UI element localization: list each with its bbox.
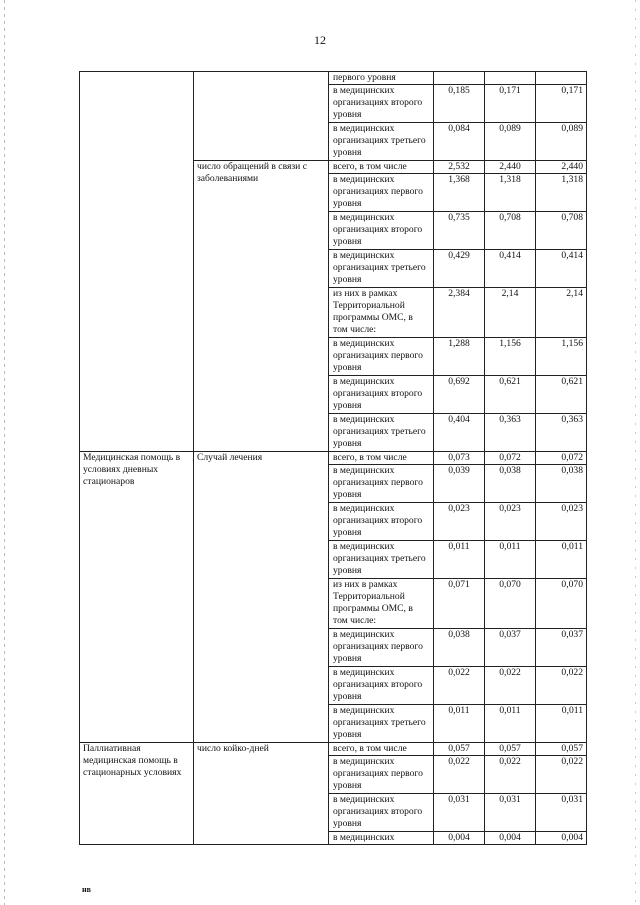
value-cell-3: 1,156 — [536, 338, 587, 376]
breakdown-cell: в медицинских организациях третьего уровня — [329, 541, 434, 579]
value-cell-1: 0,404 — [434, 414, 485, 452]
value-cell-1: 0,023 — [434, 503, 485, 541]
value-cell-3: 0,022 — [536, 756, 587, 794]
value-cell-2: 0,011 — [485, 541, 536, 579]
value-cell-3: 0,037 — [536, 629, 587, 667]
breakdown-cell: всего, в том числе — [329, 452, 434, 465]
value-cell-1: 0,022 — [434, 667, 485, 705]
value-cell-3: 2,440 — [536, 161, 587, 174]
value-cell-3: 0,363 — [536, 414, 587, 452]
value-cell-1: 0,031 — [434, 794, 485, 832]
value-cell-3: 0,031 — [536, 794, 587, 832]
value-cell-1: 0,022 — [434, 756, 485, 794]
value-cell-2: 1,318 — [485, 174, 536, 212]
volume-table — [79, 71, 587, 845]
value-cell-1: 0,011 — [434, 541, 485, 579]
value-cell-1 — [434, 72, 485, 85]
value-cell-1: 0,011 — [434, 705, 485, 743]
value-cell-2: 0,023 — [485, 503, 536, 541]
value-cell-2: 2,440 — [485, 161, 536, 174]
breakdown-cell: в медицинских организациях первого уровня — [329, 465, 434, 503]
value-cell-3: 0,708 — [536, 212, 587, 250]
breakdown-cell: в медицинских организациях третьего уровня — [329, 123, 434, 161]
value-cell-1: 0,073 — [434, 452, 485, 465]
unit-cell — [194, 72, 329, 161]
value-cell-2: 0,089 — [485, 123, 536, 161]
value-cell-3: 0,089 — [536, 123, 587, 161]
value-cell-3: 0,171 — [536, 85, 587, 123]
value-cell-1: 2,384 — [434, 288, 485, 338]
value-cell-2: 0,022 — [485, 667, 536, 705]
value-cell-3: 0,057 — [536, 743, 587, 756]
breakdown-cell: в медицинских — [329, 832, 434, 845]
value-cell-2: 0,037 — [485, 629, 536, 667]
breakdown-cell: в медицинских организациях второго уровня — [329, 376, 434, 414]
value-cell-2: 0,708 — [485, 212, 536, 250]
value-cell-1: 0,038 — [434, 629, 485, 667]
breakdown-cell: в медицинских организациях третьего уровня — [329, 705, 434, 743]
value-cell-2: 0,057 — [485, 743, 536, 756]
value-cell-2 — [485, 72, 536, 85]
value-cell-3: 0,070 — [536, 579, 587, 629]
value-cell-2: 0,004 — [485, 832, 536, 845]
breakdown-cell: в медицинских организациях первого уровня — [329, 174, 434, 212]
page-number: 12 — [314, 33, 326, 47]
value-cell-1: 0,429 — [434, 250, 485, 288]
value-cell-1: 0,084 — [434, 123, 485, 161]
value-cell-3: 2,14 — [536, 288, 587, 338]
value-cell-2: 0,031 — [485, 794, 536, 832]
breakdown-cell: в медицинских организациях первого уровня — [329, 629, 434, 667]
value-cell-3: 0,621 — [536, 376, 587, 414]
table-row — [80, 743, 587, 756]
unit-cell: число обращений в связи с заболеваниями — [194, 161, 329, 452]
value-cell-2: 0,072 — [485, 452, 536, 465]
breakdown-cell: из них в рамках Территориальной программы ОМС, в том числе: — [329, 579, 434, 629]
value-cell-2: 0,621 — [485, 376, 536, 414]
breakdown-cell: в медицинских организациях второго уровня — [329, 667, 434, 705]
value-cell-3: 0,011 — [536, 541, 587, 579]
table-row — [80, 452, 587, 465]
value-cell-3: 0,023 — [536, 503, 587, 541]
value-cell-1: 0,185 — [434, 85, 485, 123]
value-cell-3: 0,004 — [536, 832, 587, 845]
breakdown-cell: в медицинских организациях второго уровня — [329, 503, 434, 541]
value-cell-3: 0,072 — [536, 452, 587, 465]
value-cell-2: 0,363 — [485, 414, 536, 452]
breakdown-cell: всего, в том числе — [329, 743, 434, 756]
breakdown-cell: в медицинских организациях первого уровня — [329, 338, 434, 376]
value-cell-1: 0,004 — [434, 832, 485, 845]
unit-cell: число койко-дней — [194, 743, 329, 845]
value-cell-2: 0,414 — [485, 250, 536, 288]
breakdown-cell: в медицинских организациях первого уровня — [329, 756, 434, 794]
value-cell-3: 0,022 — [536, 667, 587, 705]
value-cell-1: 0,057 — [434, 743, 485, 756]
value-cell-1: 2,532 — [434, 161, 485, 174]
value-cell-2: 0,011 — [485, 705, 536, 743]
value-cell-3: 1,318 — [536, 174, 587, 212]
breakdown-cell: в медицинских организациях второго уровня — [329, 794, 434, 832]
care-type-cell: Паллиативная медицинская помощь в стационарных условиях — [80, 743, 194, 845]
value-cell-1: 0,039 — [434, 465, 485, 503]
value-cell-1: 0,735 — [434, 212, 485, 250]
breakdown-cell: в медицинских организациях второго уровня — [329, 85, 434, 123]
value-cell-1: 1,288 — [434, 338, 485, 376]
value-cell-3: 0,038 — [536, 465, 587, 503]
footer-initials: нв — [82, 885, 91, 894]
value-cell-3 — [536, 72, 587, 85]
value-cell-1: 1,368 — [434, 174, 485, 212]
value-cell-2: 0,171 — [485, 85, 536, 123]
breakdown-cell: в медицинских организациях третьего уровня — [329, 250, 434, 288]
breakdown-cell: в медицинских организациях второго уровня — [329, 212, 434, 250]
value-cell-2: 0,038 — [485, 465, 536, 503]
page-edge-right — [635, 0, 636, 905]
table-row — [80, 72, 587, 85]
value-cell-1: 0,071 — [434, 579, 485, 629]
value-cell-2: 0,070 — [485, 579, 536, 629]
value-cell-3: 0,414 — [536, 250, 587, 288]
care-type-cell — [80, 72, 194, 452]
value-cell-1: 0,692 — [434, 376, 485, 414]
value-cell-3: 0,011 — [536, 705, 587, 743]
unit-cell: Случай лечения — [194, 452, 329, 743]
value-cell-2: 2,14 — [485, 288, 536, 338]
care-type-cell: Медицинская помощь в условиях дневных стационаров — [80, 452, 194, 743]
breakdown-cell: в медицинских организациях третьего уровня — [329, 414, 434, 452]
page-edge-left — [4, 0, 5, 905]
value-cell-2: 1,156 — [485, 338, 536, 376]
breakdown-cell: всего, в том числе — [329, 161, 434, 174]
value-cell-2: 0,022 — [485, 756, 536, 794]
breakdown-cell: первого уровня — [329, 72, 434, 85]
breakdown-cell: из них в рамках Территориальной программы ОМС, в том числе: — [329, 288, 434, 338]
